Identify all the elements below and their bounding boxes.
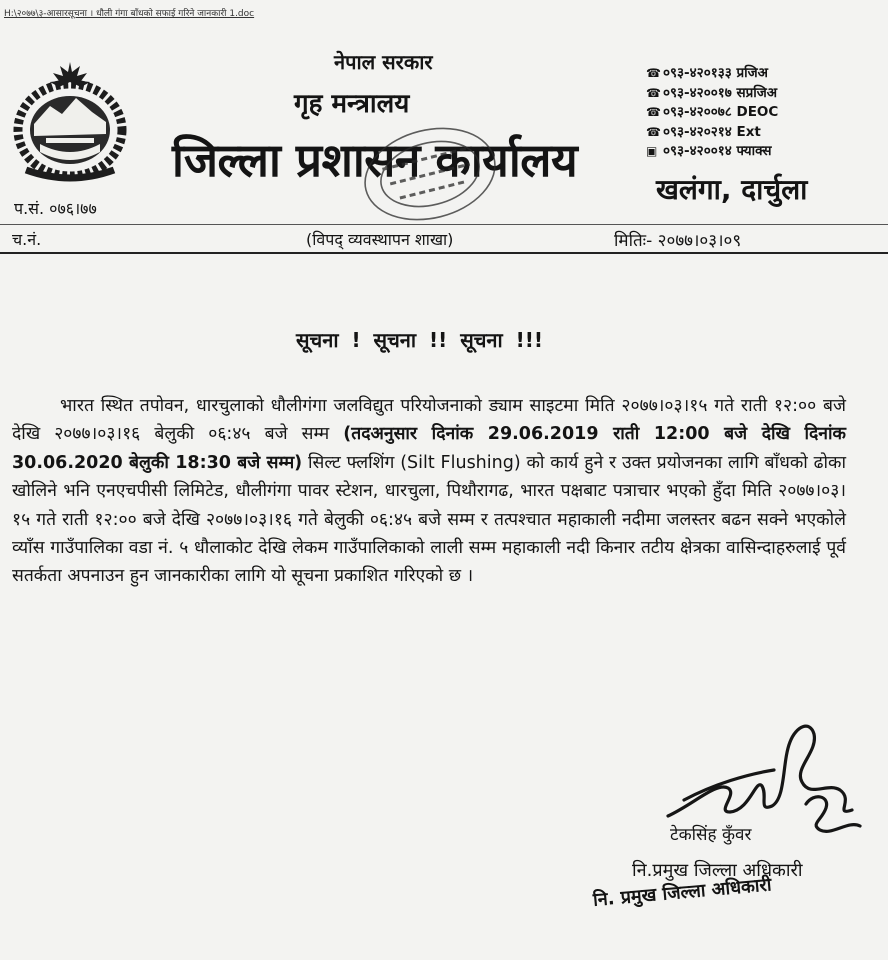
- reference-number: प.सं. ०७६।७७: [14, 199, 97, 218]
- chalan-number: च.नं.: [12, 230, 42, 249]
- contact-text: ०९३-४२००१७ सप्रजिअ: [663, 84, 778, 101]
- phone-icon: ☎: [646, 124, 661, 139]
- contact-row: [646, 103, 778, 123]
- contact-text: ०९३-४२००१४ फ्याक्स: [663, 143, 772, 159]
- header-divider: [0, 224, 888, 225]
- notice-body-text: सिल्ट फ्लशिंग (Silt Flushing) को कार्य हुने र उक्त प्रयोजनका लागि बाँधको ढोका खोलिने भनि एनएचपीसी लिमिटेड, धौलीगंगा पावर स्टेशन, धारचुला, पिथौरागढ, भारत पक्षबाट पत्राचार भएको हुँदा मिति २०७७।०३।१५ गते राती १२:०० बजे देखि २०७७।०३।१६ गते बेलुकी ०६:४५ बजे सम्म र तत्पश्चात महाकाली नदीमा जलस्तर बढन सक्ने भएकोले व्याँस गाउँपालिका वडा नं. ५ धौलाकोट देखि लेकम गाउँपालिकाको लाली सम्म महाकाली नदी किनार तटीय क्षेत्रका वासिन्दाहरुलाई पूर्व सतर्कता अपनाउन हुन जानकारीका लागि यो सूचना प्रकाशित गरिएको छ ।: [12, 452, 846, 587]
- file-path: H:\२०७७\३-आसारसूचना । धौली गंगा बाँधको सफाई गरिने जानकारी 1.doc: [4, 9, 255, 19]
- contact-text: ०९३-४२०१३३ प्रजिअ: [663, 65, 768, 81]
- office-stamp: [355, 118, 505, 230]
- signature: [664, 712, 870, 838]
- nepal-emblem-icon: [6, 52, 134, 186]
- contact-row: [646, 84, 778, 104]
- office-name: जिल्ला प्रशासन कार्यालय: [172, 133, 578, 187]
- notice-body-text: भारत स्थित तपोवन, धारचुलाको धौलीगंगा जलविद्युत परियोजनाको ड्याम साइटमा मिति २०७७।०३।१५ गते राती १२:०० बजे देखि २०७७।०३।१६ बेलुकी ०६:४५ बजे सम्म: [12, 396, 846, 445]
- ministry-name: गृह मन्त्रालय: [294, 89, 410, 119]
- notice-body-dates: (तदअनुसार दिनांक 29.06.2019 राती 12:00 बजे देखि दिनांक 30.06.2020 बेलुकी 18:30 बजे सम्म): [12, 424, 846, 473]
- signatory-name: टेकसिंह कुँवर: [670, 825, 752, 845]
- contact-text: ०९३-४२००७८ DEOC: [663, 104, 779, 120]
- contact-text: ०९३-४२०२१४ Ext: [663, 123, 761, 140]
- meta-divider: [0, 252, 888, 254]
- government-name: नेपाल सरकार: [334, 50, 433, 74]
- phone-icon: ☎: [646, 85, 661, 100]
- letter-date: मितिः- २०७७।०३।०९: [614, 231, 742, 251]
- contact-row: [646, 142, 778, 162]
- phone-icon: ☎: [646, 105, 661, 119]
- phone-icon: ☎: [646, 66, 661, 80]
- contact-list: [646, 64, 778, 162]
- designation-seal: नि. प्रमुख जिल्ला अधिकारी: [592, 874, 773, 911]
- branch-name: (विपद् व्यवस्थापन शाखा): [306, 230, 454, 249]
- contact-row: [646, 123, 778, 143]
- notice-body: [12, 392, 846, 591]
- office-location: खलंगा, दार्चुला: [656, 173, 808, 206]
- signatory-designation: नि.प्रमुख जिल्ला अधिकारी: [632, 860, 803, 881]
- contact-row: [646, 64, 778, 84]
- notice-heading: सूचना ! सूचना !! सूचना !!!: [296, 328, 544, 352]
- fax-icon: ▣: [646, 144, 658, 158]
